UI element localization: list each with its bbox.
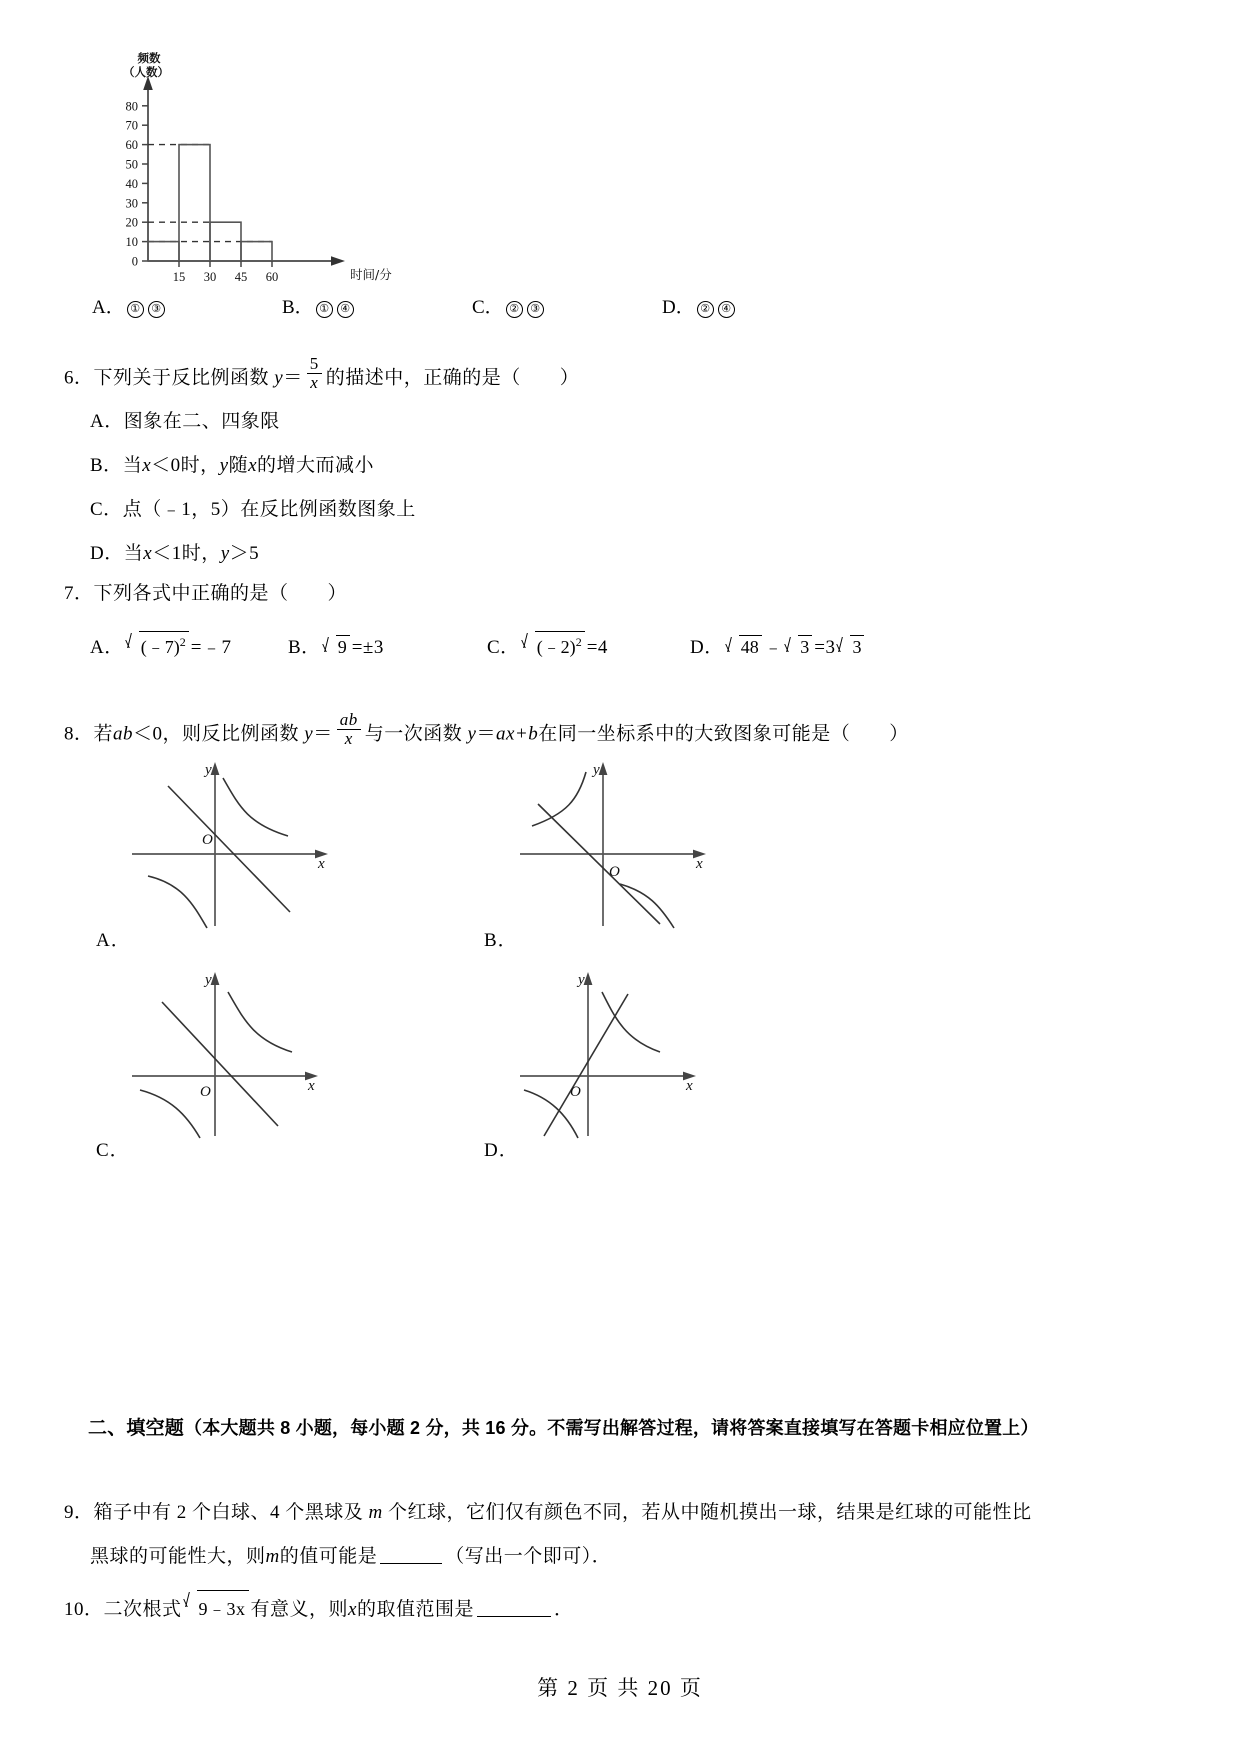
q8-graph-b-svg [508,756,723,936]
q6-variable-y: y [274,367,284,389]
q9-line2-after: （写出一个即可）． [445,1546,612,1567]
svg-text:O: O [609,864,620,880]
q7-d-minus: ﹣ [763,637,784,658]
svg-text:0: 0 [131,254,138,269]
svg-text:O: O [570,1084,581,1100]
q7-option-c-letter: C． [487,637,520,658]
q6-fraction-numerator: 5 [309,353,319,373]
q5-option-c-letter: C． [472,297,504,318]
q6-b-t4: 随 [228,455,249,476]
histogram-svg [88,46,418,296]
q7-option-a[interactable] [90,630,231,666]
circled-number-1: ① [316,301,333,318]
q7-option-a-letter: A． [90,637,124,658]
sqrt-icon [726,635,762,658]
q8-number: 8． [64,723,94,745]
q7-b-radicand-wrap [336,635,350,658]
q6-option-d-letter: D． [90,543,124,564]
q10-radicand: 9﹣3x [198,1599,246,1619]
q5-option-b-letter: B． [282,297,314,318]
q9-line1-c: 个红球，它们仅有颜色不同，若从中随机摸出一球，结果是红球的可能性比 [382,1502,1032,1523]
q10-answer-blank[interactable] [477,1599,551,1617]
question-10 [64,1590,1174,1628]
q6-b-var-x: x [142,455,152,476]
q6-option-a-text: 图象在二、四象限 [123,411,280,432]
circled-number-1: ① [127,301,144,318]
q8-graph-a-svg [120,756,335,936]
svg-text:x: x [686,1078,693,1094]
q8-variable-y: y [304,723,314,745]
q6-option-a[interactable] [90,404,280,440]
q7-option-d-letter: D． [690,637,724,658]
q8-graph-c-svg [120,966,335,1146]
q7-c-result: =4 [586,637,608,658]
q7-options-row [90,622,1160,662]
svg-text:40: 40 [125,176,138,191]
q6-stem-before: 下列关于反比例函数 [93,367,270,389]
q10-end: ． [554,1599,574,1620]
q6-equals: ＝ [283,367,303,389]
svg-text:（人数）: （人数） [123,65,169,79]
q6-option-c[interactable] [90,492,416,528]
svg-text:频数: 频数 [137,51,161,65]
q7-c-power: 2 [575,635,582,649]
q6-option-b-letter: B． [90,455,123,476]
q8-graph-d [508,966,723,1146]
q6-fraction [307,355,322,392]
section-2-description: （本大题共 8 小题，每小题 2 分，共 16 分。不需写出解答过程，请将答案直接填写在答题卡相应位置上） [184,1418,1039,1438]
q8-expression: ax+b [495,723,539,745]
svg-text:30: 30 [203,270,217,284]
q6-fraction-denominator: x [307,373,322,392]
q9-number: 9． [64,1502,94,1523]
q6-b-t0: 当 [122,455,143,476]
q7-d-radicand2-wrap [798,635,812,658]
circled-number-4: ④ [337,301,354,318]
q9-variable-m: m [368,1502,383,1523]
q7-c-radicand: (﹣2) [536,637,576,657]
q8-part1: 若 [93,723,114,745]
q9-answer-blank[interactable] [380,1546,442,1564]
svg-text:O: O [202,832,213,848]
q7-option-c[interactable] [487,630,608,666]
q8-part2: ＜0，则反比例函数 [133,723,300,745]
svg-text:80: 80 [125,99,138,114]
circled-number-2: ② [697,301,714,318]
q6-option-a-letter: A． [90,411,124,432]
q8-graph-c [120,966,335,1146]
q7-b-radicand: 9 [337,637,347,657]
q7-d-radicand3: 3 [852,637,862,657]
q6-b-var-x2: x [248,455,258,476]
svg-text:x: x [318,856,325,872]
question-9-line2 [90,1539,1180,1575]
q8-equals: ＝ [313,723,333,745]
q7-b-result: =±3 [351,637,384,658]
svg-text:y: y [205,762,212,778]
sqrt-icon [184,1590,249,1626]
q6-b-var-y: y [219,455,229,476]
q5-options-row [92,292,1152,319]
q8-graph-a [120,756,335,936]
q10-radicand-wrap [197,1590,249,1626]
q6-b-t2: ＜0时， [151,455,220,476]
q7-option-b[interactable] [288,630,384,666]
q7-stem-text: 下列各式中正确的是（ ） [93,583,348,604]
q7-option-d[interactable] [690,630,866,666]
q7-a-radicand: (﹣7) [140,637,180,657]
q9-line1-a: 箱子中有 2 个白球、4 个黑球及 [93,1502,369,1523]
svg-text:y: y [205,972,212,988]
q10-before: 二次根式 [103,1599,182,1620]
q8-option-d-letter[interactable]: D． [484,1140,519,1161]
q10-middle: 有意义，则 [250,1599,349,1620]
q5-option-a-letter: A． [92,297,125,318]
sqrt-icon [785,635,812,658]
q5-option-c[interactable] [472,292,662,319]
q7-a-power: 2 [179,635,186,649]
svg-text:10: 10 [125,235,138,250]
q6-d-var-y: y [220,543,230,564]
sqrt-icon [323,635,350,658]
q5-option-d-letter: D． [662,297,695,318]
q10-variable-x: x [348,1599,357,1620]
q5-option-a[interactable] [92,292,282,319]
q8-fraction [337,711,361,748]
q6-d-t0: 当 [123,543,144,564]
svg-text:O: O [200,1084,211,1100]
page-footer: 第 2 页 共 20 页 [537,1676,703,1700]
q7-a-result: =﹣7 [190,637,232,658]
q6-number: 6． [64,367,94,389]
svg-text:45: 45 [234,270,248,284]
frequency-histogram [88,46,418,296]
sqrt-icon [522,631,585,659]
q7-d-radicand3-wrap [850,635,864,658]
q8-fraction-numerator: ab [339,709,358,729]
svg-text:30: 30 [125,196,138,211]
question-9 [64,1495,1174,1531]
svg-text:60: 60 [125,138,138,153]
circled-number-3: ③ [148,301,165,318]
svg-text:y: y [578,972,585,988]
q8-graph-d-svg [508,966,723,1146]
q8-fraction-denominator: x [337,729,361,748]
circled-number-2: ② [506,301,523,318]
q6-option-c-text: 点（﹣1，5）在反比例函数图象上 [122,499,416,520]
q6-option-d[interactable] [90,536,259,572]
q9-line2-before: 黑球的可能性大，则 [90,1546,266,1567]
svg-text:时间/分: 时间/分 [350,267,392,282]
svg-text:x: x [308,1078,315,1094]
q7-c-radicand-wrap [535,631,585,659]
q8-equals2: ＝ [476,723,496,745]
sqrt-icon [837,635,864,658]
q7-d-radicand2: 3 [800,637,810,657]
q8-graph-b [508,756,723,936]
q8-part3: 与一次函数 [364,723,463,745]
circled-number-4: ④ [718,301,735,318]
q6-stem-after: 的描述中，正确的是（ ） [325,367,580,389]
q6-option-c-letter: C． [90,499,123,520]
svg-text:70: 70 [125,118,138,133]
q5-option-d[interactable] [662,292,852,319]
circled-number-3: ③ [527,301,544,318]
q9-line2-variable-m: m [265,1546,280,1567]
q8-option-c-letter[interactable]: C． [96,1140,130,1161]
q10-after: 的取值范围是 [356,1599,474,1620]
q6-d-t2: ＜1时， [152,543,221,564]
q7-a-radicand-wrap [139,631,189,659]
q7-d-radicand1: 48 [740,637,759,657]
q8-option-a-letter[interactable]: A． [96,930,131,951]
section-2-title: 二、填空题 [88,1418,185,1439]
sqrt-icon [126,631,189,659]
question-8-stem [64,709,1174,753]
q10-number: 10． [64,1599,104,1620]
q6-d-t4: ＞5 [229,543,260,564]
q8-option-b-letter[interactable]: B． [484,930,518,951]
svg-text:50: 50 [125,157,138,172]
question-6-stem [64,353,1154,397]
svg-text:15: 15 [172,270,186,284]
q6-d-var-x: x [143,543,153,564]
q7-d-radicand1-wrap [739,635,762,658]
q7-number: 7． [64,583,94,604]
q5-option-b[interactable] [282,292,472,319]
question-7-stem [64,576,347,612]
q6-option-b[interactable] [90,448,374,484]
q8-part4: 在同一坐标系中的大致图象可能是（ ） [538,723,909,745]
q9-line2-mid: 的值可能是 [279,1546,378,1567]
svg-text:y: y [593,762,600,778]
q7-option-b-letter: B． [288,637,321,658]
q7-d-result: =3 [814,637,836,658]
q8-ab: ab [113,723,134,745]
q6-b-t6: 的增大而减小 [257,455,375,476]
q8-variable-y2: y [467,723,477,745]
section-2-heading [88,1408,1160,1450]
svg-text:20: 20 [125,215,138,230]
svg-text:60: 60 [265,270,279,284]
svg-text:x: x [696,856,703,872]
